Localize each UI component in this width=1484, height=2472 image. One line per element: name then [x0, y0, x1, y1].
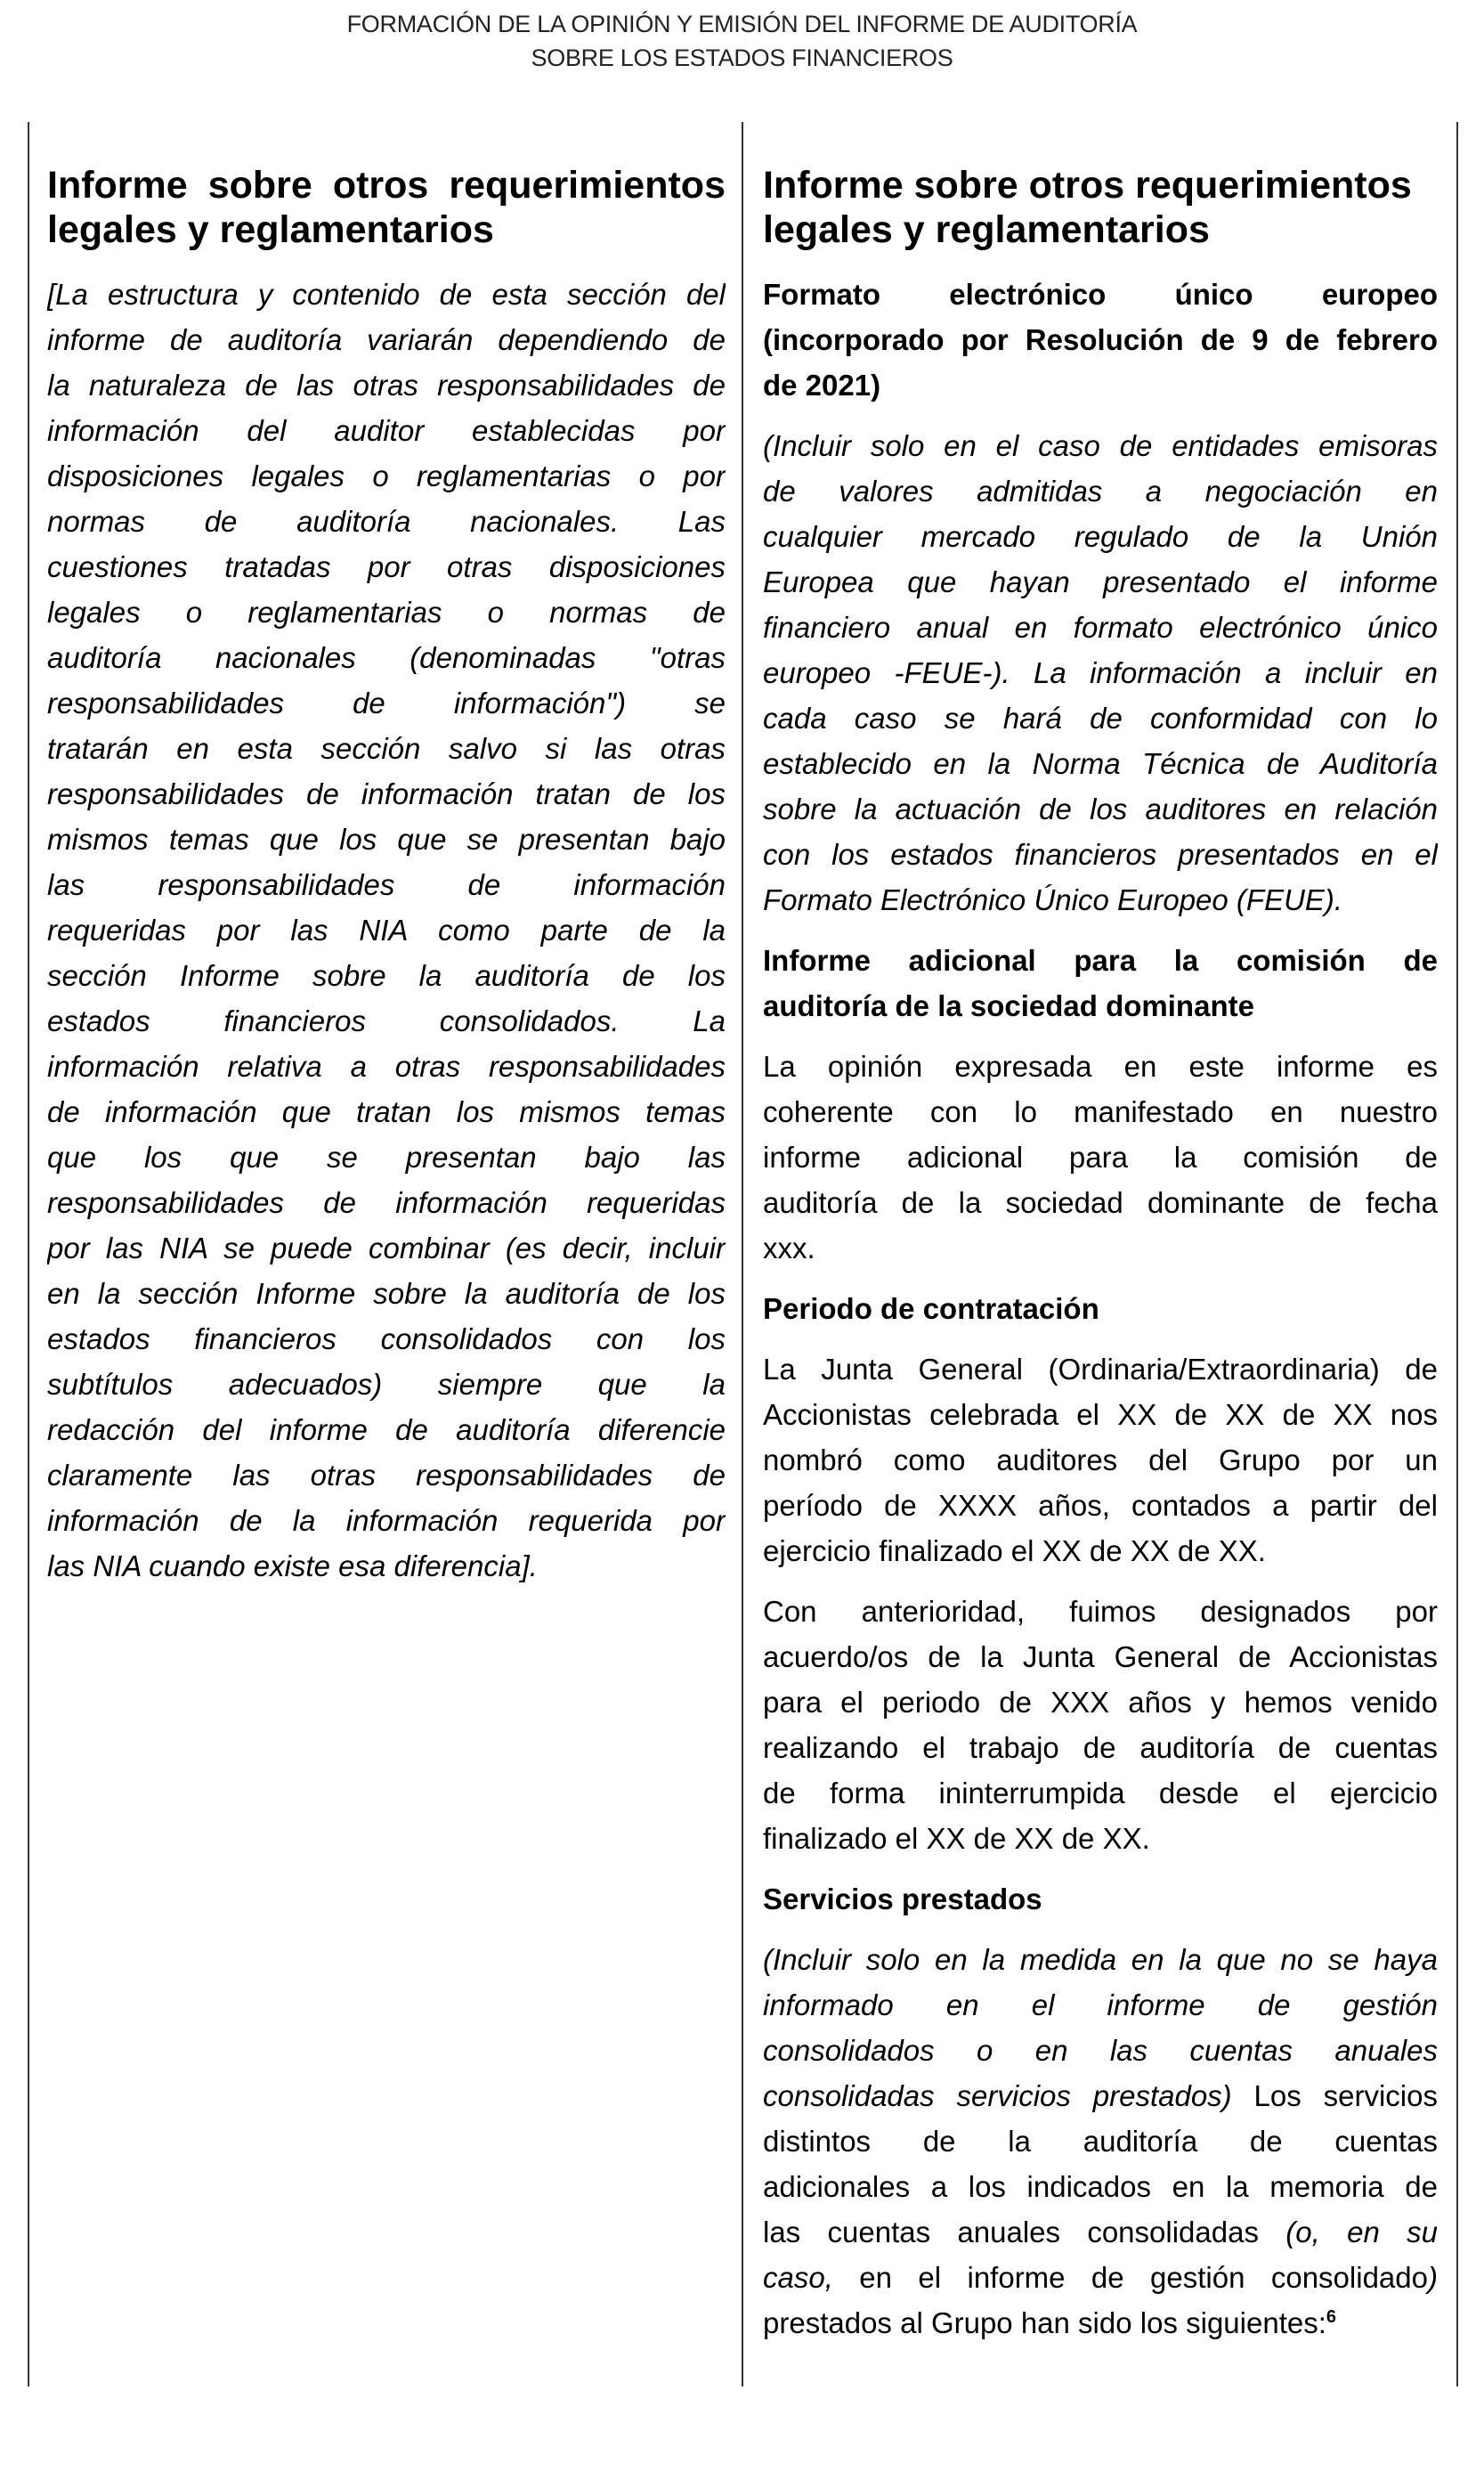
text-line: tratarán en esta sección salvo si las otras — [47, 732, 726, 765]
text-line: adicionales a los indicados en la memoria de — [763, 2170, 1438, 2203]
title-line-2: SOBRE LOS ESTADOS FINANCIEROS — [531, 45, 953, 71]
text-line: informe de auditoría variarán dependiendo de — [47, 323, 726, 356]
heading-line: Informe sobre otros requerimientos — [763, 164, 1412, 207]
text-line: información del auditor establecidas por — [47, 414, 726, 447]
heading-line: legales y reglamentarios — [763, 208, 1210, 251]
text-line: [La estructura y contenido de esta sección del — [47, 278, 726, 311]
left-section-heading — [47, 163, 726, 252]
text-line: requeridas por las NIA como parte de la — [47, 914, 726, 947]
normal-span: en el informe de gestión consolidado — [832, 2261, 1428, 2294]
text-line: Formato Electrónico Único Europeo (FEUE). — [763, 883, 1343, 916]
text-line — [763, 2073, 1438, 2118]
text-line: de valores admitidas a negociación en — [763, 475, 1438, 508]
text-line: legales o reglamentarias o normas de — [47, 596, 726, 629]
text-line: subtítulos adecuados) siempre que la — [47, 1368, 726, 1401]
text-line — [763, 2300, 1438, 2346]
normal-span: Los servicios — [1231, 2079, 1438, 2112]
informe-adicional-subheading — [763, 938, 1438, 1029]
text-line: (incorporado por Resolución de 9 de febrero — [763, 323, 1438, 356]
heading-line: Informe sobre otros requerimientos — [47, 164, 726, 207]
text-line: mismos temas que los que se presentan bajo — [47, 823, 726, 856]
text-line: Formato electrónico único europeo — [763, 278, 1438, 311]
text-line: cada caso se hará de conformidad con lo — [763, 702, 1438, 735]
text-line: coherente con lo manifestado en nuestro — [763, 1095, 1438, 1128]
text-line: para el periodo de XXX años y hemos venido — [763, 1686, 1438, 1719]
italic-span: caso, — [763, 2261, 833, 2294]
text-line: financiero anual en formato electrónico único — [763, 611, 1438, 644]
italic-span: ) — [1428, 2261, 1438, 2294]
text-line: consolidados o en las cuentas anuales — [763, 2034, 1438, 2067]
text-line: Europea que hayan presentado el informe — [763, 565, 1438, 598]
text-line: las responsabilidades de información — [47, 868, 726, 901]
normal-span: las cuentas anuales consolidadas — [763, 2216, 1286, 2248]
text-line: auditoría de la sociedad dominante de fecha — [763, 1186, 1438, 1219]
heading-line: legales y reglamentarios — [47, 208, 494, 251]
text-line: europeo -FEUE-). La información a incluir en — [763, 656, 1438, 689]
text-line: estados financieros consolidados. La — [47, 1004, 726, 1037]
servicios-subheading — [763, 1876, 1438, 1922]
text-line: finalizado el XX de XX de XX. — [763, 1822, 1150, 1855]
right-border — [1456, 122, 1458, 2387]
text-line: sección Informe sobre la auditoría de los — [47, 959, 726, 992]
text-line: de forma ininterrumpida desde el ejercicio — [763, 1777, 1438, 1809]
text-line: auditoría de la sociedad dominante — [763, 989, 1254, 1022]
text-line: La opinión expresada en este informe es — [763, 1050, 1438, 1083]
text-line: cuestiones tratadas por otras disposiciones — [47, 550, 726, 583]
text-line: (Incluir solo en el caso de entidades emisoras — [763, 429, 1438, 462]
text-line: xxx. — [763, 1232, 815, 1264]
left-instructions-paragraph — [47, 272, 726, 1589]
text-line: sobre la actuación de los auditores en relación — [763, 793, 1438, 825]
text-line: disposiciones legales o reglamentarias o por — [47, 459, 726, 492]
text-line: que los que se presentan bajo las — [47, 1141, 726, 1174]
text-line: nombró como auditores del Grupo por un — [763, 1443, 1438, 1476]
informe-adicional-paragraph — [763, 1044, 1438, 1271]
text-line: información de la información requerida por — [47, 1504, 726, 1537]
text-line: por las NIA se puede combinar (es decir, incluir — [47, 1232, 726, 1264]
text-line: La Junta General (Ordinaria/Extraordinaria) de — [763, 1353, 1438, 1386]
feue-paragraph — [763, 423, 1438, 923]
text-line: claramente las otras responsabilidades de — [47, 1459, 726, 1492]
servicios-paragraph — [763, 1937, 1438, 2346]
periodo-paragraph-2 — [763, 1589, 1438, 1861]
text-line: distintos de la auditoría de cuentas — [763, 2125, 1438, 2158]
text-line: información relativa a otras responsabilidades — [47, 1050, 726, 1083]
periodo-subheading — [763, 1286, 1438, 1331]
column-divider — [742, 122, 743, 2387]
periodo-paragraph-1 — [763, 1346, 1438, 1573]
text-line: período de XXXX años, contados a partir del — [763, 1489, 1438, 1522]
italic-span: consolidadas servicios prestados) — [763, 2079, 1232, 2112]
text-line — [763, 2255, 1438, 2300]
text-line: responsabilidades de información requeridas — [47, 1186, 726, 1219]
subheading-text: Servicios prestados — [763, 1882, 1042, 1915]
text-line: acuerdo/os de la Junta General de Accionistas — [763, 1640, 1438, 1673]
left-border — [28, 122, 29, 2387]
text-line: realizando el trabajo de auditoría de cuentas — [763, 1731, 1438, 1764]
text-line — [763, 2209, 1438, 2255]
text-line: Con anterioridad, fuimos designados por — [763, 1595, 1438, 1628]
italic-span: (o, en su — [1285, 2216, 1438, 2248]
text-line: Informe adicional para la comisión de — [763, 944, 1438, 977]
text-line: informe adicional para la comisión de — [763, 1141, 1438, 1174]
text-line: con los estados financieros presentados en el — [763, 838, 1438, 871]
text-line: redacción del informe de auditoría diferencie — [47, 1413, 726, 1446]
text-line: normas de auditoría nacionales. Las — [47, 505, 726, 538]
text-line: ejercicio finalizado el XX de XX de XX. — [763, 1534, 1266, 1567]
text-line: (Incluir solo en la medida en la que no se haya — [763, 1943, 1438, 1976]
feue-subheading — [763, 272, 1438, 408]
text-line: informado en el informe de gestión — [763, 1988, 1438, 2021]
text-line: de información que tratan los mismos temas — [47, 1095, 726, 1128]
text-line: responsabilidades de información tratan de los — [47, 777, 726, 810]
text-line: la naturaleza de las otras responsabilidades de — [47, 369, 726, 402]
subheading-text: Periodo de contratación — [763, 1292, 1099, 1325]
footnote-reference[interactable]: 6 — [1326, 2307, 1337, 2327]
title-line-1: FORMACIÓN DE LA OPINIÓN Y EMISIÓN DEL INFORME DE AUDITORÍA — [346, 11, 1138, 37]
text-line: cualquier mercado regulado de la Unión — [763, 520, 1438, 553]
left-column — [47, 163, 726, 1589]
text-line: las NIA cuando existe esa diferencia]. — [47, 1549, 538, 1582]
right-column — [763, 163, 1438, 2346]
text-line: auditoría nacionales (denominadas "otras — [47, 641, 726, 674]
text-line: estados financieros consolidados con los — [47, 1322, 726, 1355]
text-line: responsabilidades de información") se — [47, 687, 726, 720]
text-line: de 2021) — [763, 369, 881, 402]
page-header-title — [0, 7, 1484, 75]
normal-span: prestados al Grupo han sido los siguientes: — [763, 2306, 1326, 2339]
text-line: en la sección Informe sobre la auditoría de los — [47, 1277, 726, 1310]
text-line: establecido en la Norma Técnica de Auditoría — [763, 747, 1438, 780]
text-line: Accionistas celebrada el XX de XX de XX nos — [763, 1398, 1438, 1431]
right-section-heading — [763, 163, 1438, 252]
